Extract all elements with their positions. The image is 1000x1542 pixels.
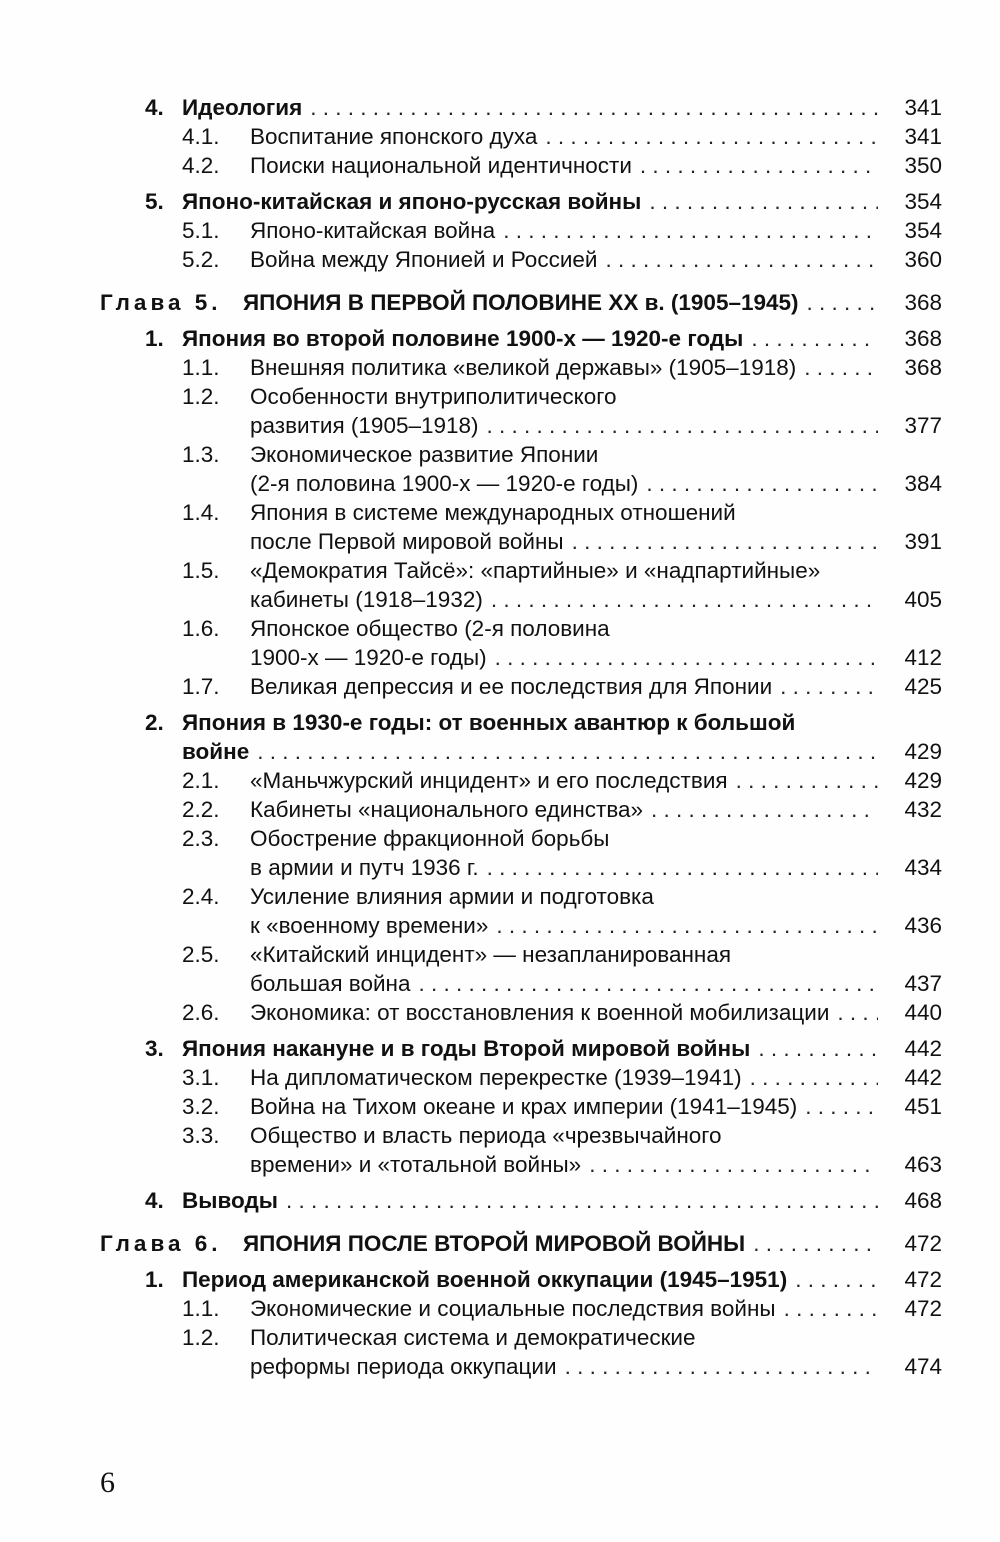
dot-leader: [605, 245, 878, 274]
toc-entry-title: Японское общество (2-я половина: [250, 616, 610, 641]
toc-entry-title: развития (1905–1918): [250, 413, 479, 438]
toc-entry-title: Японо-китайская и японо-русская войны: [182, 189, 642, 214]
toc-entry-number: Глава 5.: [100, 290, 222, 315]
toc-entry-title: Война между Японией и Россией: [250, 247, 598, 272]
toc-entry-number: Глава 6.: [100, 1231, 222, 1256]
toc-entry-sub: [100, 672, 942, 701]
toc-entry-page: 368: [904, 355, 942, 380]
toc-entry-title: На дипломатическом перекрестке (1939–1941): [250, 1065, 742, 1090]
toc-entry-number: 1.: [145, 326, 164, 351]
toc-entry-page: 472: [904, 1267, 942, 1292]
toc-entry-page: 360: [904, 247, 942, 272]
dot-leader: [491, 585, 878, 614]
toc-entry-page: 354: [904, 189, 942, 214]
toc-entry-page: 440: [904, 1000, 942, 1025]
toc-entry-title: Обострение фракционной борьбы: [250, 826, 610, 851]
toc-entry-page: 391: [904, 529, 942, 554]
dot-leader: [640, 151, 878, 180]
toc-entry-title: Япония накануне и в годы Второй мировой войны: [182, 1036, 751, 1061]
toc-entry-title: войне: [182, 739, 250, 764]
toc-entry-page: 429: [904, 739, 942, 764]
dot-leader: [804, 353, 878, 382]
toc-entry-section: [100, 1265, 942, 1294]
dot-leader: [795, 1265, 878, 1294]
toc-entry-number: 1.1.: [182, 355, 220, 380]
dot-leader: [784, 1294, 878, 1323]
toc-entry-sub: [100, 1063, 942, 1092]
toc-entry-chapter: [100, 1229, 942, 1258]
toc-entry-title: ЯПОНИЯ ПОСЛЕ ВТОРОЙ МИРОВОЙ ВОЙНЫ: [243, 1231, 746, 1256]
toc-entry-page: 434: [904, 855, 942, 880]
dot-leader: [487, 853, 878, 882]
toc-entry-number: 3.2.: [182, 1094, 220, 1119]
toc-entry-page: 432: [904, 797, 942, 822]
toc-entry-number: 2.3.: [182, 826, 220, 851]
dot-leader: [758, 1034, 878, 1063]
toc-entry-page: 425: [904, 674, 942, 699]
dot-leader: [310, 93, 878, 122]
toc-entry-page: 341: [904, 95, 942, 120]
toc-entry-number: 1.2.: [182, 1325, 220, 1350]
toc-entry-section: [100, 1034, 942, 1063]
toc-entry-title: в армии и путч 1936 г.: [250, 855, 479, 880]
toc-entry-title: реформы периода оккупации: [250, 1354, 557, 1379]
toc-entry-sub: [100, 556, 942, 614]
toc-entry-sub: [100, 353, 942, 382]
toc-entry-sub: [100, 766, 942, 795]
toc-entry-page: 442: [904, 1036, 942, 1061]
toc-entry-title: Японо-китайская война: [250, 218, 496, 243]
dot-leader: [780, 672, 878, 701]
toc-entry-number: 5.: [145, 189, 164, 214]
dot-leader: [589, 1150, 878, 1179]
toc-entry-section: [100, 93, 942, 122]
toc-entry-page: 429: [904, 768, 942, 793]
toc-entry-sub: [100, 216, 942, 245]
toc-entry-section: [100, 1186, 942, 1215]
toc-entry-number: 1.3.: [182, 442, 220, 467]
dot-leader: [646, 469, 878, 498]
toc-entry-title: после Первой мировой войны: [250, 529, 564, 554]
toc-entry-title: Идеология: [182, 95, 303, 120]
toc-entry-number: 4.: [145, 95, 164, 120]
table-of-contents: [100, 93, 942, 1381]
dot-leader: [651, 795, 878, 824]
toc-entry-sub: [100, 1294, 942, 1323]
toc-entry-number: 3.3.: [182, 1123, 220, 1148]
toc-entry-page: 472: [904, 1231, 942, 1256]
toc-entry-page: 368: [904, 290, 942, 315]
dot-leader: [503, 216, 878, 245]
toc-entry-title: Выводы: [182, 1188, 278, 1213]
dot-leader: [487, 411, 878, 440]
toc-entry-title: ЯПОНИЯ В ПЕРВОЙ ПОЛОВИНЕ XX в. (1905–1945): [243, 290, 799, 315]
toc-entry-chapter: [100, 288, 942, 317]
toc-entry-sub: [100, 151, 942, 180]
toc-entry-title: «Маньчжурский инцидент» и его последствия: [250, 768, 728, 793]
dot-leader: [750, 1063, 878, 1092]
toc-entry-sub: [100, 614, 942, 672]
toc-entry-sub: [100, 122, 942, 151]
dot-leader: [736, 766, 878, 795]
toc-entry-title: Кабинеты «национального единства»: [250, 797, 644, 822]
toc-entry-sub: [100, 1323, 942, 1381]
toc-entry-sub: [100, 882, 942, 940]
toc-entry-sub: [100, 998, 942, 1027]
toc-entry-number: 1.4.: [182, 500, 220, 525]
dot-leader: [545, 122, 878, 151]
toc-entry-page: 451: [904, 1094, 942, 1119]
toc-entry-page: 412: [904, 645, 942, 670]
toc-entry-title: кабинеты (1918–1932): [250, 587, 483, 612]
dot-leader: [418, 969, 878, 998]
toc-entry-page: 341: [904, 124, 942, 149]
toc-entry-title: Экономика: от восстановления к военной мобилизации: [250, 1000, 830, 1025]
toc-entry-title: Воспитание японского духа: [250, 124, 538, 149]
toc-entry-page: 472: [904, 1296, 942, 1321]
toc-entry-number: 5.2.: [182, 247, 220, 272]
toc-entry-title: Период американской военной оккупации (1945–1951): [182, 1267, 788, 1292]
toc-entry-sub: [100, 498, 942, 556]
dot-leader: [496, 911, 878, 940]
toc-entry-number: 2.: [145, 710, 164, 735]
toc-entry-sub: [100, 382, 942, 440]
toc-entry-title: «Демократия Тайсё»: «партийные» и «надпартийные»: [250, 558, 821, 583]
toc-entry-page: 377: [904, 413, 942, 438]
toc-entry-title: Экономические и социальные последствия войны: [250, 1296, 776, 1321]
toc-entry-number: 2.4.: [182, 884, 220, 909]
toc-entry-number: 3.: [145, 1036, 164, 1061]
toc-entry-page: 442: [904, 1065, 942, 1090]
toc-entry-title: Политическая система и демократические: [250, 1325, 696, 1350]
toc-entry-number: 1.: [145, 1267, 164, 1292]
toc-entry-number: 2.6.: [182, 1000, 220, 1025]
toc-entry-title: Война на Тихом океане и крах империи (1941–1945): [250, 1094, 798, 1119]
toc-entry-number: 1.7.: [182, 674, 220, 699]
toc-entry-sub: [100, 1092, 942, 1121]
toc-entry-title: большая война: [250, 971, 411, 996]
dot-leader: [807, 288, 878, 317]
toc-entry-number: 1.1.: [182, 1296, 220, 1321]
toc-entry-number: 4.2.: [182, 153, 220, 178]
toc-entry-title: Великая депрессия и ее последствия для Японии: [250, 674, 773, 699]
toc-entry-number: 1.5.: [182, 558, 220, 583]
toc-entry-sub: [100, 824, 942, 882]
toc-entry-number: 1.2.: [182, 384, 220, 409]
toc-entry-page: 354: [904, 218, 942, 243]
toc-entry-title: «Китайский инцидент» — незапланированная: [250, 942, 732, 967]
toc-entry-title: Общество и власть периода «чрезвычайного: [250, 1123, 722, 1148]
toc-entry-title: к «военному времени»: [250, 913, 489, 938]
toc-entry-number: 2.2.: [182, 797, 220, 822]
toc-entry-title: Поиски национальной идентичности: [250, 153, 632, 178]
toc-entry-page: 474: [904, 1354, 942, 1379]
page-number: 6: [100, 1466, 115, 1499]
toc-entry-number: 1.6.: [182, 616, 220, 641]
toc-entry-number: 3.1.: [182, 1065, 220, 1090]
toc-entry-sub: [100, 940, 942, 998]
toc-entry-page: 468: [904, 1188, 942, 1213]
toc-entry-page: 437: [904, 971, 942, 996]
toc-entry-page: 384: [904, 471, 942, 496]
toc-entry-section: [100, 324, 942, 353]
dot-leader: [649, 187, 878, 216]
toc-entry-sub: [100, 795, 942, 824]
toc-entry-section: [100, 708, 942, 766]
toc-entry-title: Япония в системе международных отношений: [250, 500, 736, 525]
toc-entry-title: Экономическое развитие Японии: [250, 442, 599, 467]
dot-leader: [572, 527, 878, 556]
dot-leader: [565, 1352, 878, 1381]
dot-leader: [257, 737, 878, 766]
toc-entry-page: 350: [904, 153, 942, 178]
toc-entry-title: (2-я половина 1900-х — 1920-е годы): [250, 471, 639, 496]
toc-entry-number: 4.: [145, 1188, 164, 1213]
toc-entry-number: 4.1.: [182, 124, 220, 149]
dot-leader: [837, 998, 878, 1027]
toc-entry-title: времени» и «тотальной войны»: [250, 1152, 582, 1177]
dot-leader: [753, 1229, 878, 1258]
toc-entry-sub: [100, 1121, 942, 1179]
toc-entry-number: 2.5.: [182, 942, 220, 967]
toc-entry-page: 405: [904, 587, 942, 612]
toc-entry-title: Япония в 1930-е годы: от военных авантюр к большой: [182, 710, 796, 735]
dot-leader: [751, 324, 878, 353]
toc-entry-title: Особенности внутриполитического: [250, 384, 617, 409]
toc-entry-section: [100, 187, 942, 216]
toc-entry-title: Внешняя политика «великой державы» (1905–1918): [250, 355, 797, 380]
toc-entry-title: Усиление влияния армии и подготовка: [250, 884, 654, 909]
toc-entry-number: 2.1.: [182, 768, 220, 793]
dot-leader: [805, 1092, 878, 1121]
toc-entry-page: 463: [904, 1152, 942, 1177]
toc-entry-number: 5.1.: [182, 218, 220, 243]
toc-entry-title: Япония во второй половине 1900-х — 1920-е годы: [182, 326, 744, 351]
dot-leader: [495, 643, 878, 672]
toc-entry-title: 1900-х — 1920-е годы): [250, 645, 487, 670]
toc-entry-sub: [100, 245, 942, 274]
toc-entry-page: 368: [904, 326, 942, 351]
dot-leader: [286, 1186, 878, 1215]
toc-entry-page: 436: [904, 913, 942, 938]
toc-entry-sub: [100, 440, 942, 498]
